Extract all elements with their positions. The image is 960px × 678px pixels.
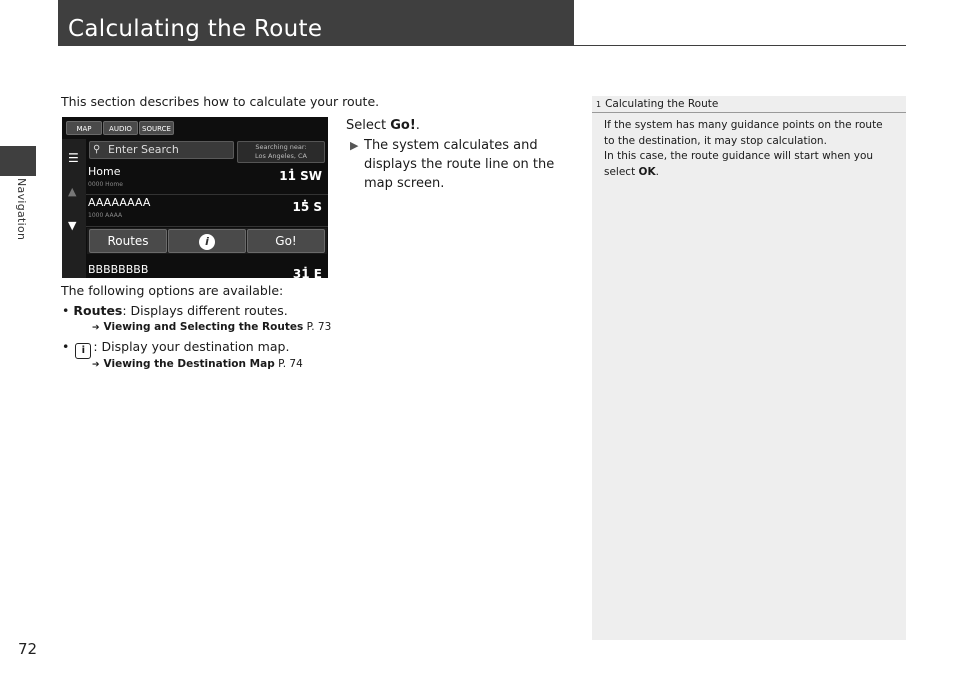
- note-body: [604, 118, 896, 180]
- result-row-home[interactable]: [86, 164, 328, 195]
- search-input[interactable]: [89, 141, 234, 159]
- reference-arrow-icon: ➔: [92, 323, 100, 333]
- option-key: Routes: [73, 303, 123, 318]
- action-button-bar: [87, 228, 327, 254]
- section-tab-marker: [0, 146, 36, 176]
- step-instruction: [346, 116, 576, 193]
- note-line-2-suffix: .: [655, 165, 659, 178]
- note-line-2: [604, 149, 896, 180]
- ref-title: Viewing the Destination Map: [103, 358, 275, 370]
- scroll-up-icon[interactable]: ▲: [68, 185, 77, 198]
- note-number-icon: 1: [596, 100, 602, 109]
- step-go-key: Go!: [390, 118, 416, 133]
- info-icon: i: [199, 234, 215, 250]
- searching-near-label: Searching near:: [255, 143, 307, 151]
- page-title: Calculating the Route: [58, 0, 574, 46]
- result-address: 0000 Home: [88, 181, 123, 188]
- info-button[interactable]: [168, 229, 246, 253]
- routes-button[interactable]: Routes: [89, 229, 167, 253]
- searching-near-button[interactable]: [237, 141, 325, 163]
- note-line-1: If the system has many guidance points on the route to the destination, it may stop calculation.: [604, 119, 883, 147]
- reference-arrow-icon: ➔: [92, 360, 100, 370]
- info-icon: i: [75, 343, 91, 359]
- step-result-text: The system calculates and displays the route line on the map screen.: [364, 138, 555, 191]
- result-row-a[interactable]: [86, 195, 328, 227]
- result-name: Home: [88, 165, 121, 178]
- option-desc: : Display your destination map.: [93, 339, 290, 354]
- result-arrow-icon: ▶: [350, 139, 359, 152]
- navigation-screenshot: [62, 117, 328, 278]
- scroll-down-icon[interactable]: ▼: [68, 219, 77, 232]
- result-name: BBBBBBBB: [88, 263, 149, 276]
- result-distance: 31̇ E: [292, 267, 322, 278]
- option-info-ref[interactable]: [92, 358, 303, 370]
- note-title: Calculating the Route: [605, 98, 719, 110]
- option-info: [62, 339, 289, 359]
- search-icon: ⚲: [93, 144, 101, 155]
- page-number: 72: [18, 640, 38, 658]
- result-address: 1000 AAAA: [88, 212, 123, 219]
- searching-near-value: Los Angeles, CA: [255, 152, 307, 160]
- result-name: AAAAAAAA: [88, 196, 151, 209]
- ref-page: P. 73: [306, 321, 332, 333]
- map-source-button[interactable]: MAP: [66, 121, 102, 135]
- note-header: [592, 96, 906, 113]
- note-line-2-prefix: In this case, the route guidance will start when you select: [604, 150, 874, 178]
- audio-source-button[interactable]: AUDIO: [103, 121, 138, 135]
- note-ok-key: OK: [638, 165, 656, 178]
- option-routes-ref[interactable]: [92, 321, 331, 333]
- result-row-b[interactable]: [86, 257, 328, 278]
- step-select-line: [346, 116, 576, 135]
- menu-icon[interactable]: ☰: [68, 151, 79, 165]
- result-distance: 11̇ SW: [279, 169, 322, 183]
- go-button[interactable]: Go!: [247, 229, 325, 253]
- step-prefix: Select: [346, 118, 391, 133]
- section-tab-label: Navigation: [15, 178, 28, 241]
- options-intro: The following options are available:: [61, 283, 284, 298]
- option-desc: : Displays different routes.: [122, 303, 288, 318]
- ref-title: Viewing and Selecting the Routes: [103, 321, 304, 333]
- title-rule: [58, 45, 906, 46]
- side-note: [592, 96, 906, 640]
- ref-page: P. 74: [278, 358, 303, 370]
- result-distance: 15̇ S: [292, 200, 322, 214]
- option-routes: [62, 303, 288, 318]
- step-suffix: .: [415, 118, 420, 133]
- bullet: •: [62, 303, 70, 318]
- step-result: [346, 136, 576, 193]
- intro-text: This section describes how to calculate your route.: [61, 94, 380, 109]
- source-button[interactable]: SOURCE: [139, 121, 174, 135]
- search-placeholder: Enter Search: [108, 143, 179, 156]
- bullet: •: [62, 339, 70, 354]
